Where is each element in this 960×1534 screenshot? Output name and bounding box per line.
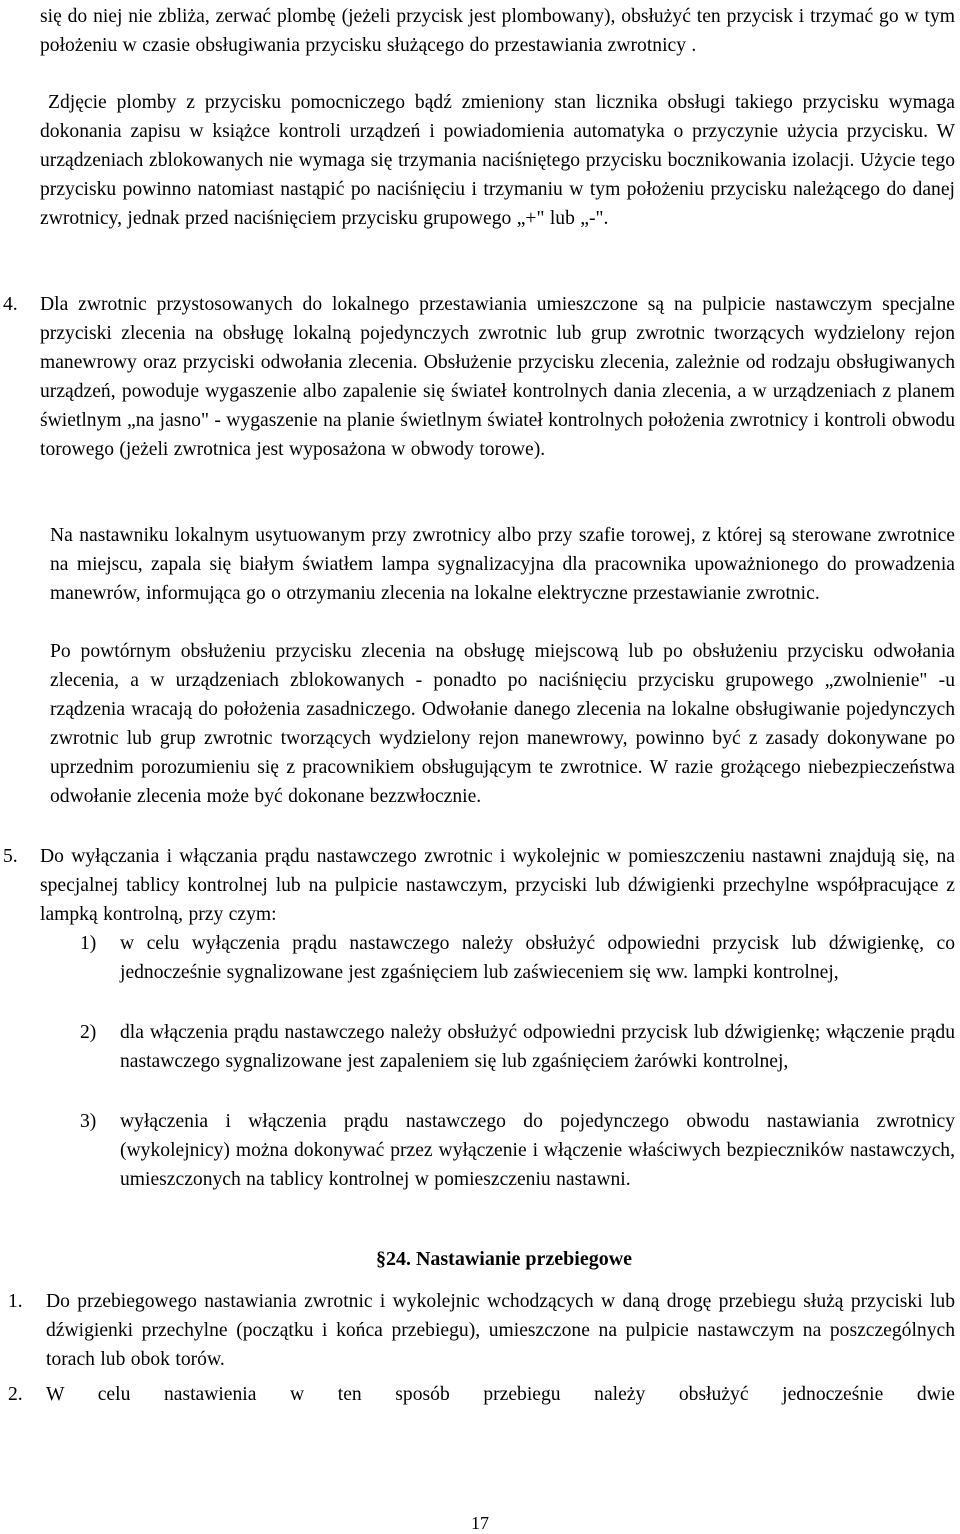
- item-4-sub-paragraph-2: Po powtórnym obsłużeniu przycisku zlecenia na obsługę miejscową lub po obsłużeniu przycisku odwołania zlecenia, a w urządzeniach zblokowanych - ponadto po naciśnięciu przycisku grupowego „zwolnienie" -u rządzenia wracają do położenia zasadniczego. Odwołanie danego zlecenia na lokalne obsługiwanie pojedynczych zwrotnic lub grup zwrotnic tworzących wydzielony rejon manewrowy, powinno być z zasady dokonywane po uprzednim porozumieniu się z pracownikiem obsługującym te zwrotnice. W razie grożącego niebezpieczeństwa odwołanie zlecenia może być dokonane bezzwłocznie.: [50, 641, 955, 807]
- section-heading: [0, 1246, 960, 1272]
- item-4-text: Dla zwrotnic przystosowanych do lokalnego przestawiania umieszczone są na pulpicie nastawczym specjalne przyciski zlecenia na obsługę lokalną pojedynczych zwrotnic lub grup zwrotnic tworzących wydzielony rejon manewrowy oraz przyciski odwołania zlecenia. Obsłużenie przycisku zlecenia, zależnie od rodzaju obsługiwanych urządzeń, powoduje wygaszenie albo zapalenie się świateł kontrolnych dania zlecenia, a w urządzeniach z planem świetlnym „na jasno" - wygaszenie na planie świetlnym świateł kontrolnych położenia zwrotnicy i kontroli obwodu torowego (jeżeli zwrotnica jest wyposażona w obwody torowe).: [40, 294, 956, 460]
- subitem-3-number: 3): [80, 1111, 97, 1132]
- subitem-2-text: dla włączenia prądu nastawczego należy obsłużyć odpowiedni przycisk lub dźwigienkę; włączenie prądu nastawczego sygnalizowane jest zapaleniem się lub zgaśnięciem żarówki kontrolnej,: [120, 1022, 955, 1072]
- plomb-paragraph: Zdjęcie plomby z przycisku pomocniczego bądź zmieniony stan licznika obsługi takiego przycisku wymaga dokonania zapisu w książce kontroli urządzeń i powiadomienia automatyka o przyczynie użycia przycisku. W urządzeniach zblokowanych nie wymaga się trzymania naciśniętego przycisku bocznikowania izolacji. Użycie tego przycisku powinno natomiast nastąpić po naciśnięciu i trzymaniu w tym położeniu przycisku należącego do danej zwrotnicy, jednak przed naciśnięciem przycisku grupowego „+" lub „-".: [40, 92, 955, 229]
- page-number: 17: [471, 1513, 489, 1533]
- section-item-2-number: 2.: [8, 1384, 23, 1405]
- continuation-paragraph: się do niej nie zbliża, zerwać plombę (jeżeli przycisk jest plombowany), obsłużyć ten przycisk i trzymać go w tym położeniu w czasie obsługiwania przycisku służącego do przestawiania zwrotnicy .: [40, 6, 955, 56]
- section-item-2-text: W celu nastawienia w ten sposób przebiegu należy obsłużyć jednocześnie dwie: [46, 1384, 955, 1405]
- subitem-1-text: w celu wyłączenia prądu nastawczego należy obsłużyć odpowiedni przycisk lub dźwigienkę, co jednocześnie sygnalizowane jest zgaśnięciem lub zaświeceniem się ww. lampki kontrolnej,: [120, 933, 955, 983]
- item-5-text: Do wyłączania i włączania prądu nastawczego zwrotnic i wykolejnic w pomieszczeniu nastawni znajdują się, na specjalnej tablicy kontrolnej lub na pulpicie nastawczym, przyciski lub dźwigienki przechylne współpracujące z lampką kontrolną, przy czym:: [40, 846, 955, 925]
- section-item-1-text: Do przebiegowego nastawiania zwrotnic i wykolejnic wchodzących w daną drogę przebiegu służą przyciski lub dźwigienki przechylne (początku i końca przebiegu), umieszczone na pulpicie nastawczym na poszczególnych torach lub obok torów.: [46, 1291, 955, 1370]
- subitem-1-number: 1): [80, 933, 97, 954]
- subitem-3-text: wyłączenia i włączenia prądu nastawczego do pojedynczego obwodu nastawiania zwrotnicy (wykolejnicy) można dokonywać przez wyłączenie i włączenie właściwych bezpieczników nastawczych, umieszczonych na tablicy kontrolnej w pomieszczeniu nastawni.: [120, 1111, 955, 1190]
- item-4-number: 4.: [3, 294, 18, 315]
- section-item-1-number: 1.: [8, 1291, 23, 1312]
- section-heading-text: §24. Nastawianie przebiegowe: [375, 1248, 633, 1270]
- subitem-2-number: 2): [80, 1022, 97, 1043]
- item-5-number: 5.: [3, 846, 18, 867]
- item-4-sub-paragraph-1: Na nastawniku lokalnym usytuowanym przy zwrotnicy albo przy szafie torowej, z której są sterowane zwrotnice na miejscu, zapala się białym światłem lampa sygnalizacyjna dla pracownika upoważnionego do prowadzenia manewrów, informująca go o otrzymaniu zlecenia na lokalne elektryczne przestawianie zwrotnic.: [50, 525, 955, 604]
